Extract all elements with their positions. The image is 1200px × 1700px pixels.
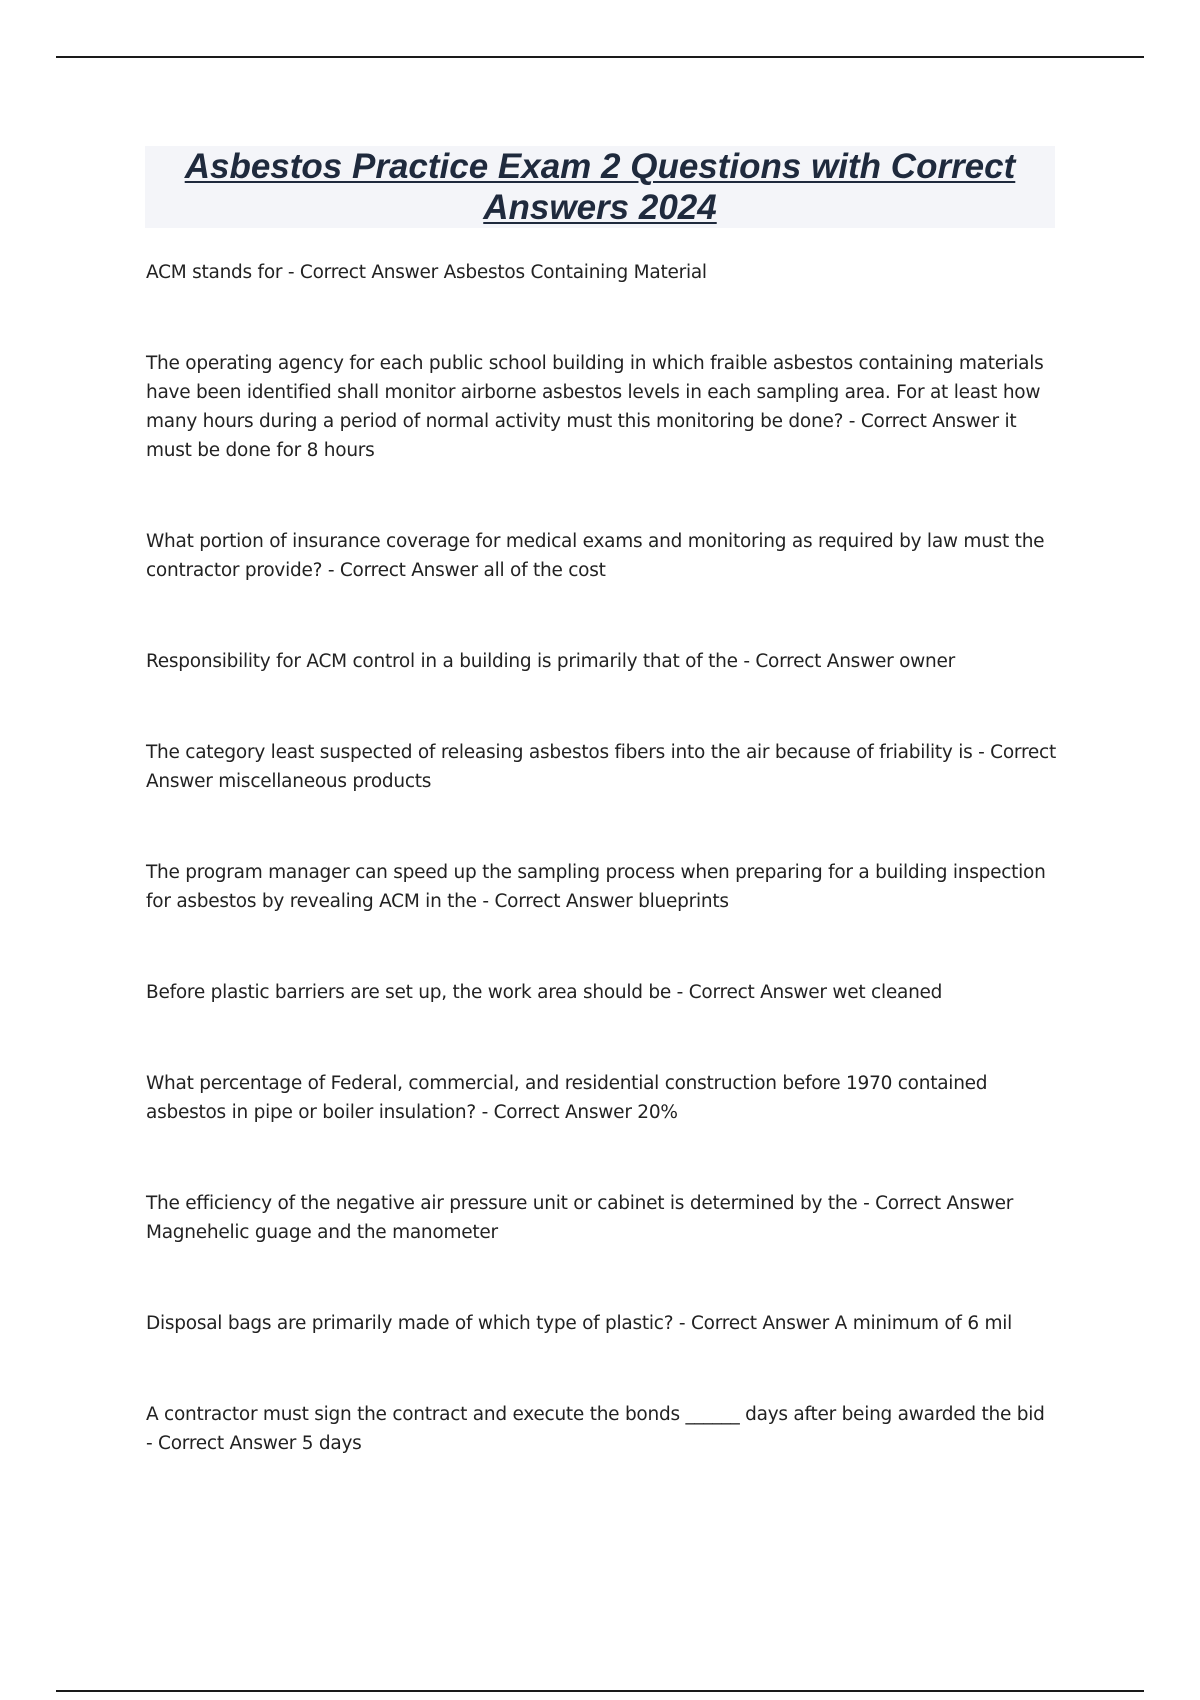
qa-item-4: Responsibility for ACM control in a building is primarily that of the - Correct Answer owner (146, 651, 955, 672)
qa-item-10: Disposal bags are primarily made of which type of plastic? - Correct Answer A minimum of 6 mil (146, 1313, 1013, 1334)
qa-item-8: What percentage of Federal, commercial, and residential construction before 1970 contained asbestos in pipe or boiler insulation? - Correct Answer 20% (146, 1073, 988, 1123)
title-box (145, 146, 1055, 228)
qa-item-1: ACM stands for - Correct Answer Asbestos Containing Material (146, 262, 707, 283)
qa-item-5: The category least suspected of releasing asbestos fibers into the air because of friability is - Correct Answer miscellaneous products (146, 742, 1056, 792)
bottom-divider (56, 1690, 1144, 1692)
qa-item-2: The operating agency for each public school building in which fraible asbestos containing materials have been identified shall monitor airborne asbestos levels in each sampling area. For at least how many hours during a period of normal activity must this monitoring be done? - Correct Answer it must be done for 8 hours (146, 353, 1044, 461)
qa-item-6: The program manager can speed up the sampling process when preparing for a building inspection for asbestos by revealing ACM in the - Correct Answer blueprints (146, 862, 1046, 912)
qa-list (146, 258, 1056, 1520)
qa-item-3: What portion of insurance coverage for medical exams and monitoring as required by law must the contractor provide? - Correct Answer all of the cost (146, 531, 1045, 581)
qa-item-11: A contractor must sign the contract and execute the bonds ______ days after being awarded the bid - Correct Answer 5 days (146, 1404, 1045, 1454)
document-title: Asbestos Practice Exam 2 Questions with Correct Answers 2024 (184, 147, 1016, 227)
qa-item-7: Before plastic barriers are set up, the work area should be - Correct Answer wet cleaned (146, 982, 943, 1003)
qa-item-9: The efficiency of the negative air pressure unit or cabinet is determined by the - Correct Answer Magnehelic guage and the manometer (146, 1193, 1014, 1243)
top-divider (56, 56, 1144, 58)
